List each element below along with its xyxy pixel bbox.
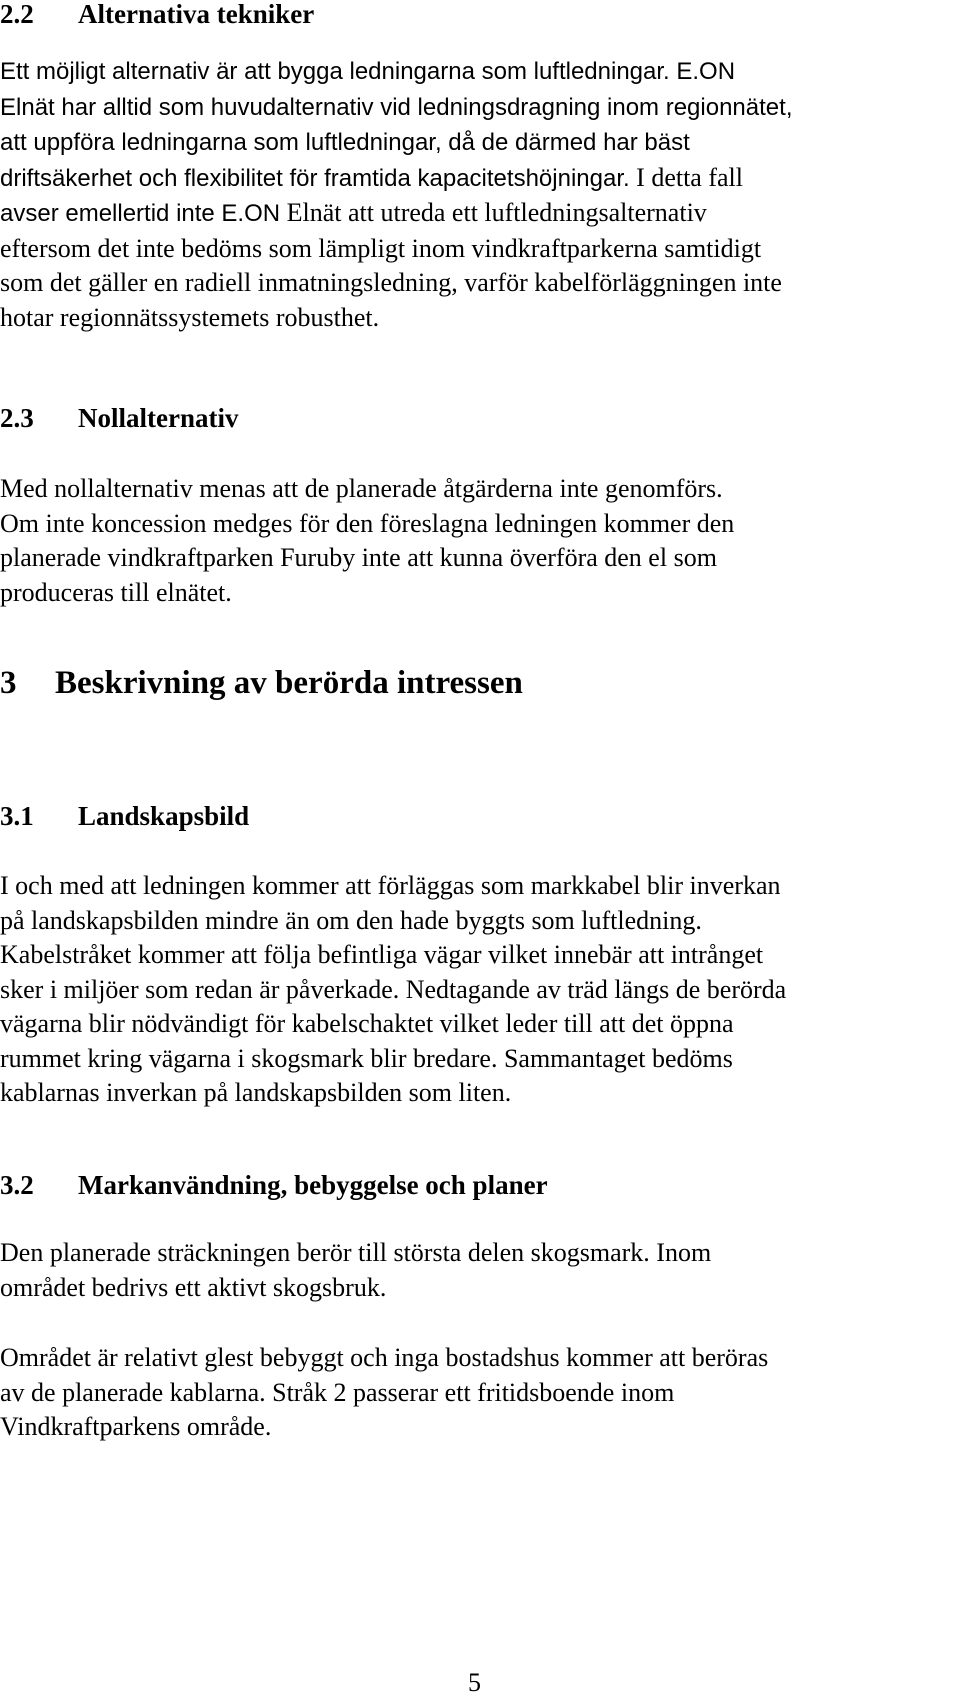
- paragraph-alternativa-tekniker: [0, 54, 960, 335]
- heading-number: 3.1: [0, 801, 34, 831]
- text-span: avser emellertid inte E.ON: [0, 200, 281, 227]
- heading-number: 2.3: [0, 403, 34, 433]
- heading-3-2: [0, 1170, 548, 1200]
- text-line: som det gäller en radiell inmatningsledning, varför kabelförläggningen inte: [0, 268, 782, 297]
- heading-title: Landskapsbild: [78, 801, 250, 831]
- paragraph-landskapsbild: [0, 869, 960, 1111]
- heading-number: 3.2: [0, 1170, 34, 1200]
- text-line: I och med att ledningen kommer att förläggas som markkabel blir inverkan: [0, 871, 781, 900]
- text-line: Med nollalternativ menas att de planerade åtgärderna inte genomförs.: [0, 474, 723, 503]
- heading-number: 2.2: [0, 0, 34, 29]
- text-line: Kabelstråket kommer att följa befintliga vägar vilket innebär att intrånget: [0, 940, 764, 969]
- heading-2-3: [0, 403, 238, 433]
- text-span: Elnät att utreda ett luftledningsalternativ: [280, 198, 707, 227]
- text-line: [0, 161, 960, 197]
- text-span: Elnät har alltid som huvudalternativ vid ledningsdragning inom regionnätet,: [0, 93, 793, 121]
- text-span: I detta fall: [629, 162, 743, 192]
- text-line: vägarna blir nödvändigt för kabelschaktet vilket leder till att det öppna: [0, 1009, 734, 1038]
- text-line: [0, 125, 960, 161]
- text-line: av de planerade kablarna. Stråk 2 passerar ett fritidsboende inom: [0, 1377, 675, 1407]
- heading-title: Alternativa tekniker: [78, 0, 315, 29]
- text-line: hotar regionnätssystemets robusthet.: [0, 302, 380, 332]
- heading-3-1: [0, 801, 249, 831]
- paragraph-markanvandning-2: [0, 1341, 960, 1445]
- text-line: kablarnas inverkan på landskapsbilden som liten.: [0, 1078, 512, 1107]
- text-line: Om inte koncession medges för den föreslagna ledningen kommer den: [0, 508, 735, 538]
- text-line: [0, 54, 960, 90]
- heading-title: Beskrivning av berörda intressen: [55, 665, 523, 701]
- text-line: [0, 90, 960, 126]
- text-span: att uppföra ledningarna som luftledningar, då de därmed har bäst: [0, 129, 690, 156]
- text-line: Vindkraftparkens område.: [0, 1412, 272, 1441]
- heading-2-2: [0, 0, 314, 29]
- heading-number: 3: [0, 665, 17, 701]
- text-line: på landskapsbilden mindre än om den hade byggts som luftledning.: [0, 905, 702, 935]
- text-line: rummet kring vägarna i skogsmark blir bredare. Sammantaget bedöms: [0, 1043, 733, 1073]
- text-line: produceras till elnätet.: [0, 577, 232, 607]
- text-line: området bedrivs ett aktivt skogsbruk.: [0, 1272, 387, 1302]
- text-span: driftsäkerhet och flexibilitet för framtida kapacitetshöjningar.: [0, 164, 630, 192]
- text-line: planerade vindkraftparken Furuby inte att kunna överföra den el som: [0, 543, 717, 572]
- text-line: Den planerade sträckningen berör till största delen skogsmark. Inom: [0, 1238, 712, 1267]
- text-line: sker i miljöer som redan är påverkade. Nedtagande av träd längs de berörda: [0, 974, 787, 1004]
- text-line: [0, 196, 960, 232]
- heading-title: Markanvändning, bebyggelse och planer: [78, 1170, 548, 1200]
- heading-3: [0, 664, 523, 702]
- text-span: Ett möjligt alternativ är att bygga ledningarna som luftledningar. E.ON: [0, 58, 736, 85]
- heading-title: Nollalternativ: [78, 403, 239, 433]
- paragraph-markanvandning-1: [0, 1236, 960, 1305]
- text-line: Området är relativt glest bebyggt och inga bostadshus kommer att beröras: [0, 1343, 769, 1372]
- paragraph-nollalternativ: [0, 472, 960, 610]
- page-number: 5: [468, 1668, 481, 1697]
- text-line: eftersom det inte bedöms som lämpligt inom vindkraftparkerna samtidigt: [0, 233, 762, 263]
